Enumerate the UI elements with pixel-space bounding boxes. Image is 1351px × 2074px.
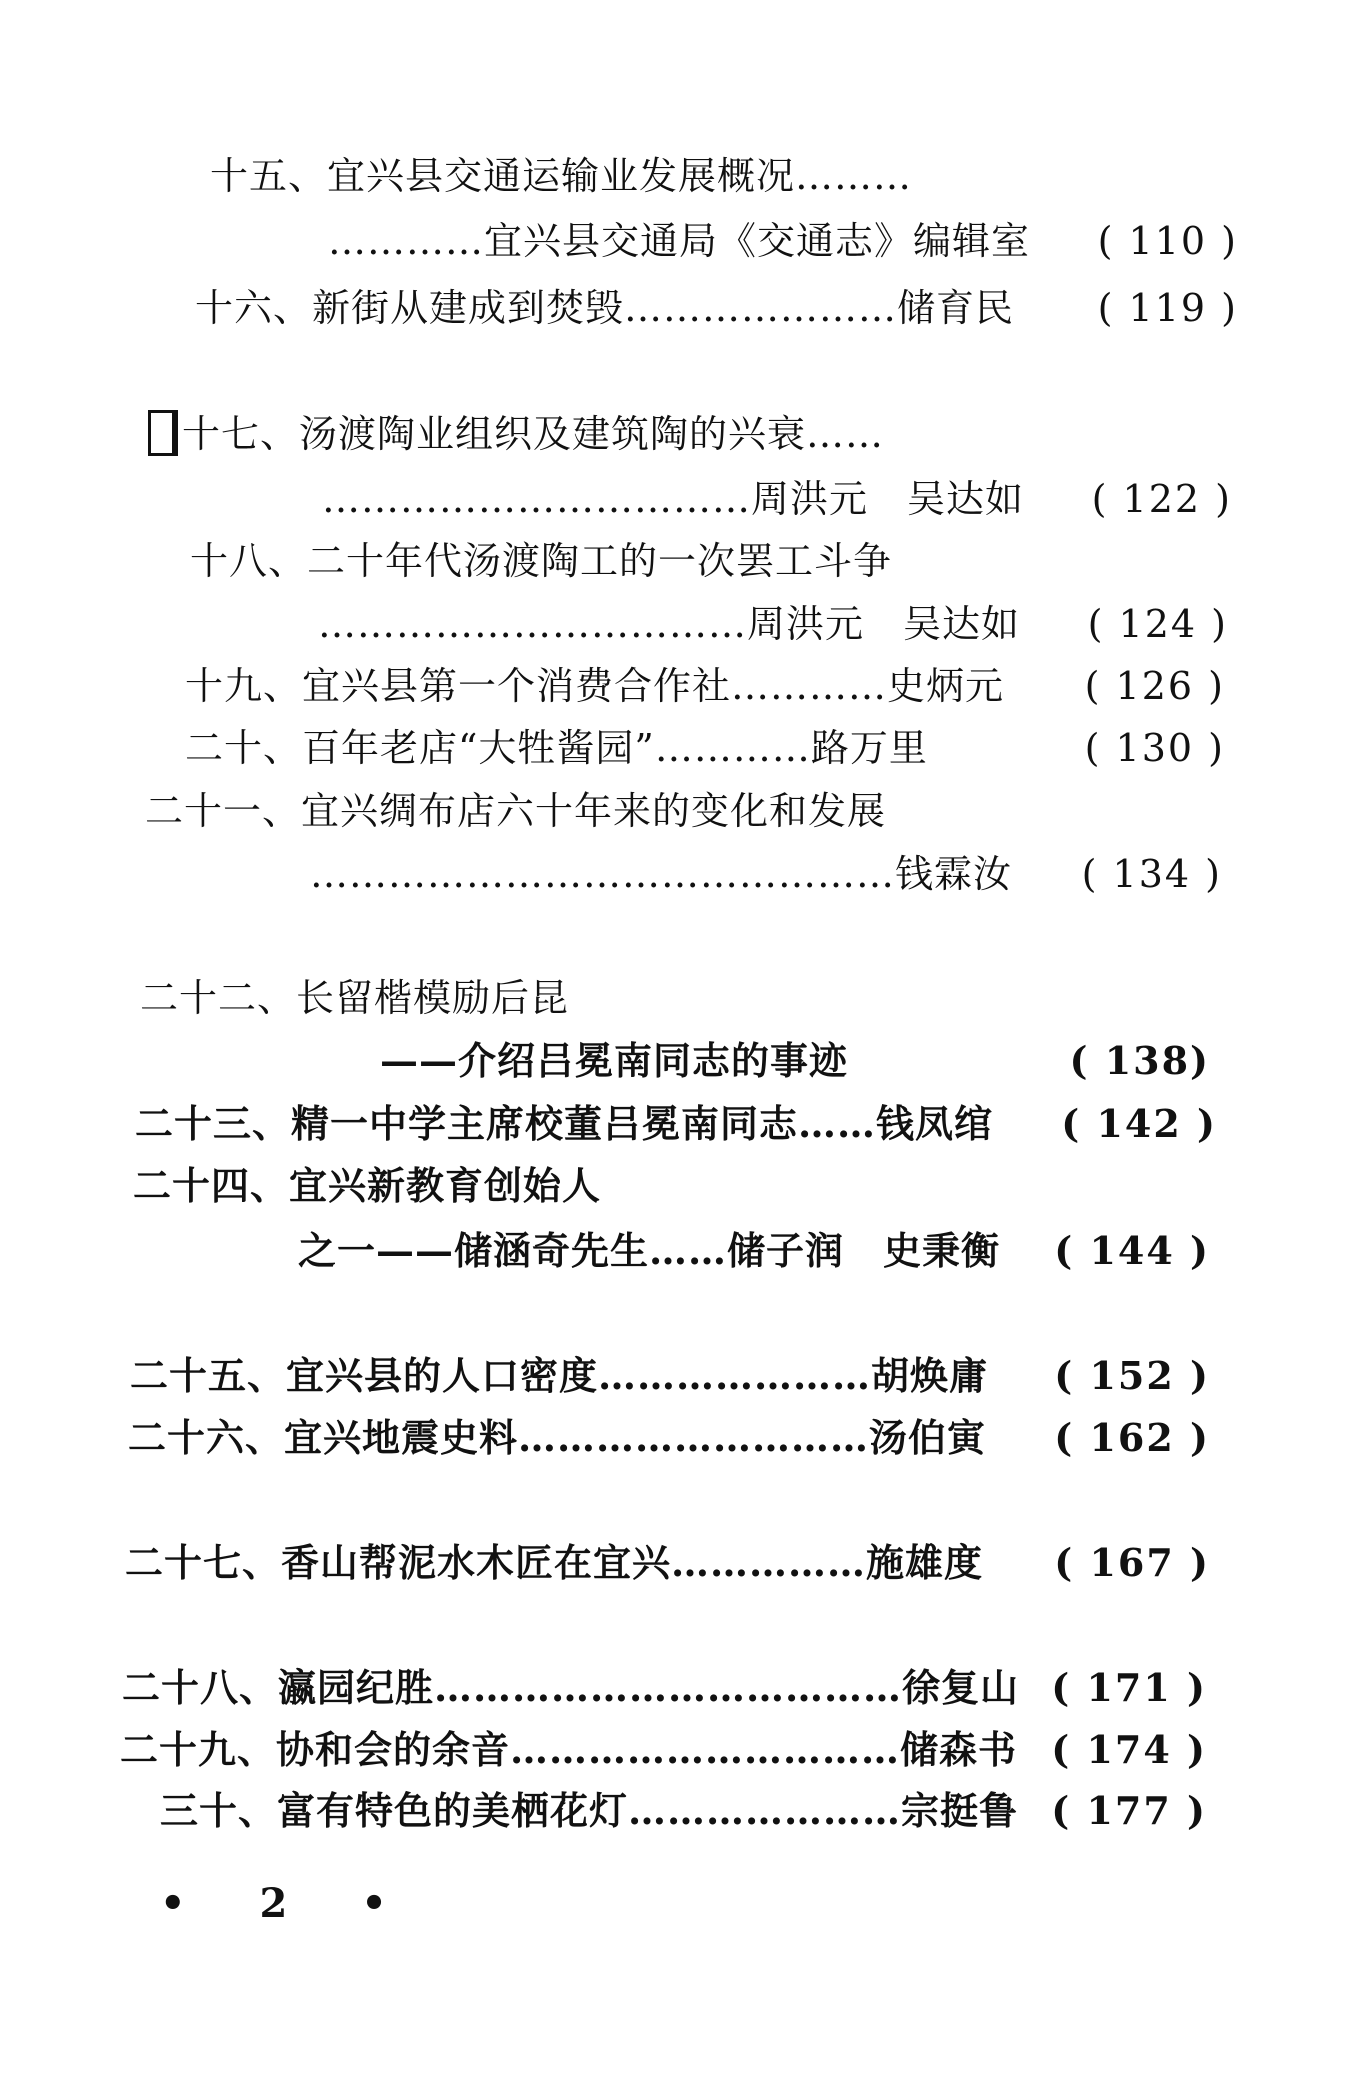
toc-page-number: ( 138) [1069, 1038, 1210, 1083]
toc-page-number: ( 177 ) [1051, 1788, 1207, 1833]
toc-title: 二十九、协和会的余音…………………………储森书 [120, 1727, 1018, 1772]
toc-title: 二十二、长留楷模励后昆 [140, 976, 570, 1020]
toc-title: 二十五、宜兴县的人口密度…………………胡焕庸 [130, 1353, 989, 1398]
margin-mark [148, 410, 178, 456]
toc-title: ……………………………周洪元 吴达如 [322, 477, 1025, 521]
toc-page-number: ( 152 ) [1054, 1353, 1210, 1398]
toc-line [160, 1785, 1207, 1837]
toc-title: 之一——储涵奇先生……储子润 史秉衡 [298, 1228, 1001, 1273]
toc-page-number: ( 119 ) [1097, 286, 1238, 330]
toc-title: 十八、二十年代汤渡陶工的一次罢工斗争 [190, 539, 893, 583]
toc-title: 十九、宜兴县第一个消费合作社…………史炳元 [185, 664, 1005, 708]
toc-page-number: ( 171 ) [1051, 1665, 1207, 1710]
toc-line [133, 1160, 1213, 1212]
toc-line [135, 1098, 1217, 1150]
toc-page-number: ( 134 ) [1081, 852, 1222, 896]
toc-title: 二十三、精一中学主席校董吕冕南同志……钱凤绾 [135, 1101, 994, 1146]
toc-line [125, 1537, 1210, 1589]
toc-line [190, 535, 1230, 587]
toc-line [328, 215, 1238, 267]
page-number: • 2 • [160, 1880, 417, 1927]
toc-title: ……………………………周洪元 吴达如 [318, 602, 1021, 646]
toc-title: 二十六、宜兴地震史料………………………汤伯寅 [128, 1415, 987, 1460]
toc-line [130, 1350, 1210, 1402]
toc-line [210, 150, 1230, 202]
toc-title: 十六、新街从建成到焚毁…………………储育民 [195, 286, 1015, 330]
toc-title: 二十一、宜兴绸布店六十年来的变化和发展 [145, 789, 887, 833]
toc-title: 三十、富有特色的美栖花灯…………………宗挺鲁 [160, 1788, 1019, 1833]
toc-title: 二十四、宜兴新教育创始人 [133, 1163, 602, 1208]
toc-line [122, 1662, 1207, 1714]
toc-line [145, 785, 1225, 837]
toc-line [128, 1412, 1210, 1464]
toc-line [298, 1225, 1210, 1277]
toc-line [185, 660, 1225, 712]
toc-page-number: ( 174 ) [1051, 1727, 1207, 1772]
toc-line [310, 848, 1222, 900]
toc-title: …………宜兴县交通局《交通志》编辑室 [328, 219, 1031, 263]
toc-title: ………………………………………钱霖汝 [310, 852, 1013, 896]
toc-title: 十五、宜兴县交通运输业发展概况……… [210, 154, 913, 198]
toc-line [380, 1035, 1210, 1087]
toc-line [195, 282, 1238, 334]
toc-title: 二十、百年老店“大牲酱园”…………路万里 [185, 726, 928, 770]
toc-title: 二十八、瀛园纪胜………………………………徐复山 [122, 1665, 1020, 1710]
toc-page-number: ( 122 ) [1091, 477, 1232, 521]
toc-line [322, 473, 1232, 525]
toc-title: 十七、汤渡陶业组织及建筑陶的兴衰…… [182, 412, 885, 456]
toc-title: 二十七、香山帮泥水木匠在宜兴……………施雄度 [125, 1540, 984, 1585]
toc-page-number: ( 130 ) [1084, 726, 1225, 770]
toc-page-number: ( 167 ) [1054, 1540, 1210, 1585]
toc-title: ——介绍吕冕南同志的事迹 [380, 1038, 849, 1083]
toc-line [318, 598, 1228, 650]
toc-page-number: ( 162 ) [1054, 1415, 1210, 1460]
toc-page-number: ( 110 ) [1097, 219, 1238, 263]
toc-page-number: ( 126 ) [1084, 664, 1225, 708]
toc-line [185, 722, 1225, 774]
toc-line [140, 972, 1220, 1024]
toc-page-number: ( 142 ) [1061, 1101, 1217, 1146]
toc-line [182, 408, 1232, 460]
toc-line [120, 1724, 1207, 1776]
toc-page-number: ( 124 ) [1087, 602, 1228, 646]
toc-page-number: ( 144 ) [1054, 1228, 1210, 1273]
